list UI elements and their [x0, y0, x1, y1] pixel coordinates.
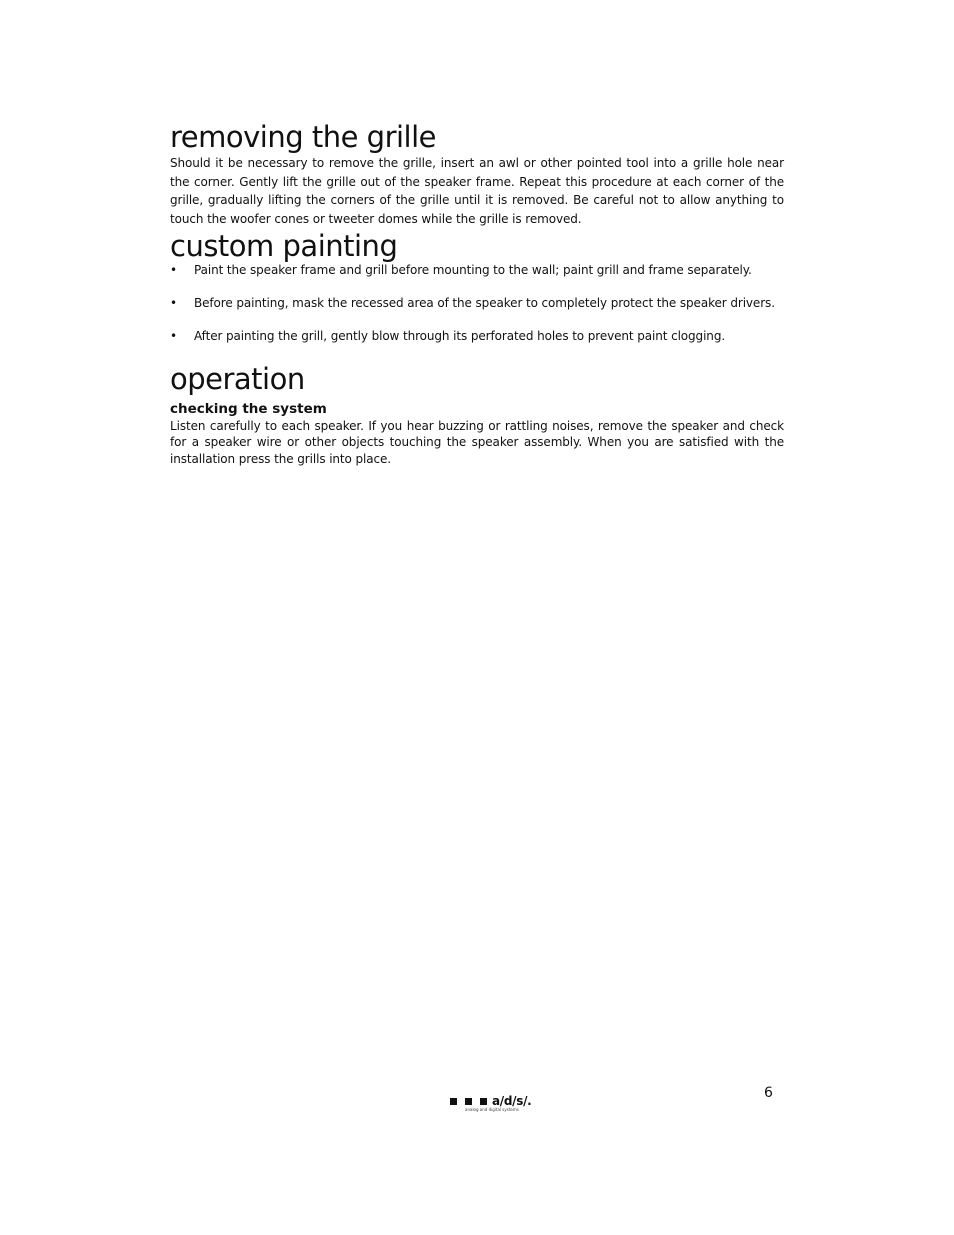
logo-tagline: analog and digital systems	[465, 1107, 519, 1112]
list-item-text: Before painting, mask the recessed area of the speaker to completely protect the speaker drivers.	[194, 295, 775, 310]
section-title-custom-painting: custom painting	[170, 228, 398, 263]
list-item	[170, 263, 784, 278]
removing-grille-text: Should it be necessary to remove the grille, insert an awl or other pointed tool into a grille hole near the corner. Gently lift the grille out of the speaker frame. Repeat this procedure at each corner of the grille, gradually lifting the corners of the grille until it is removed. Be careful not to allow anything to touch the woofer cones or tweeter domes while the grille is removed.	[170, 156, 784, 227]
section-title-removing-grille: removing the grille	[170, 120, 436, 154]
page-content	[170, 118, 784, 467]
list-item	[170, 329, 784, 344]
checking-system-text: Listen carefully to each speaker. If you hear buzzing or rattling noises, remove the speaker and check for a speaker wire or other objects touching the speaker assembly. When you are satisfied with the installation press the grills into place.	[170, 418, 784, 466]
logo-wordmark: a/d/s/.	[492, 1094, 532, 1108]
ads-logo	[450, 1094, 540, 1114]
bullet-icon: •	[170, 295, 177, 310]
logo-square-icon	[450, 1098, 457, 1105]
list-item-text: After painting the grill, gently blow through its perforated holes to prevent paint clogging.	[194, 328, 726, 343]
bullet-icon: •	[170, 328, 177, 343]
subsection-title-checking-system: checking the system	[170, 400, 327, 417]
list-item-text: Paint the speaker frame and grill before mounting to the wall; paint grill and frame separately.	[194, 262, 752, 277]
logo-square-icon	[480, 1098, 487, 1105]
logo-square-icon	[465, 1098, 472, 1105]
page-number: 6	[764, 1085, 773, 1101]
list-item	[170, 296, 784, 311]
custom-painting-list	[170, 263, 784, 344]
section-title-operation: operation	[170, 361, 305, 396]
bullet-icon: •	[170, 262, 177, 277]
